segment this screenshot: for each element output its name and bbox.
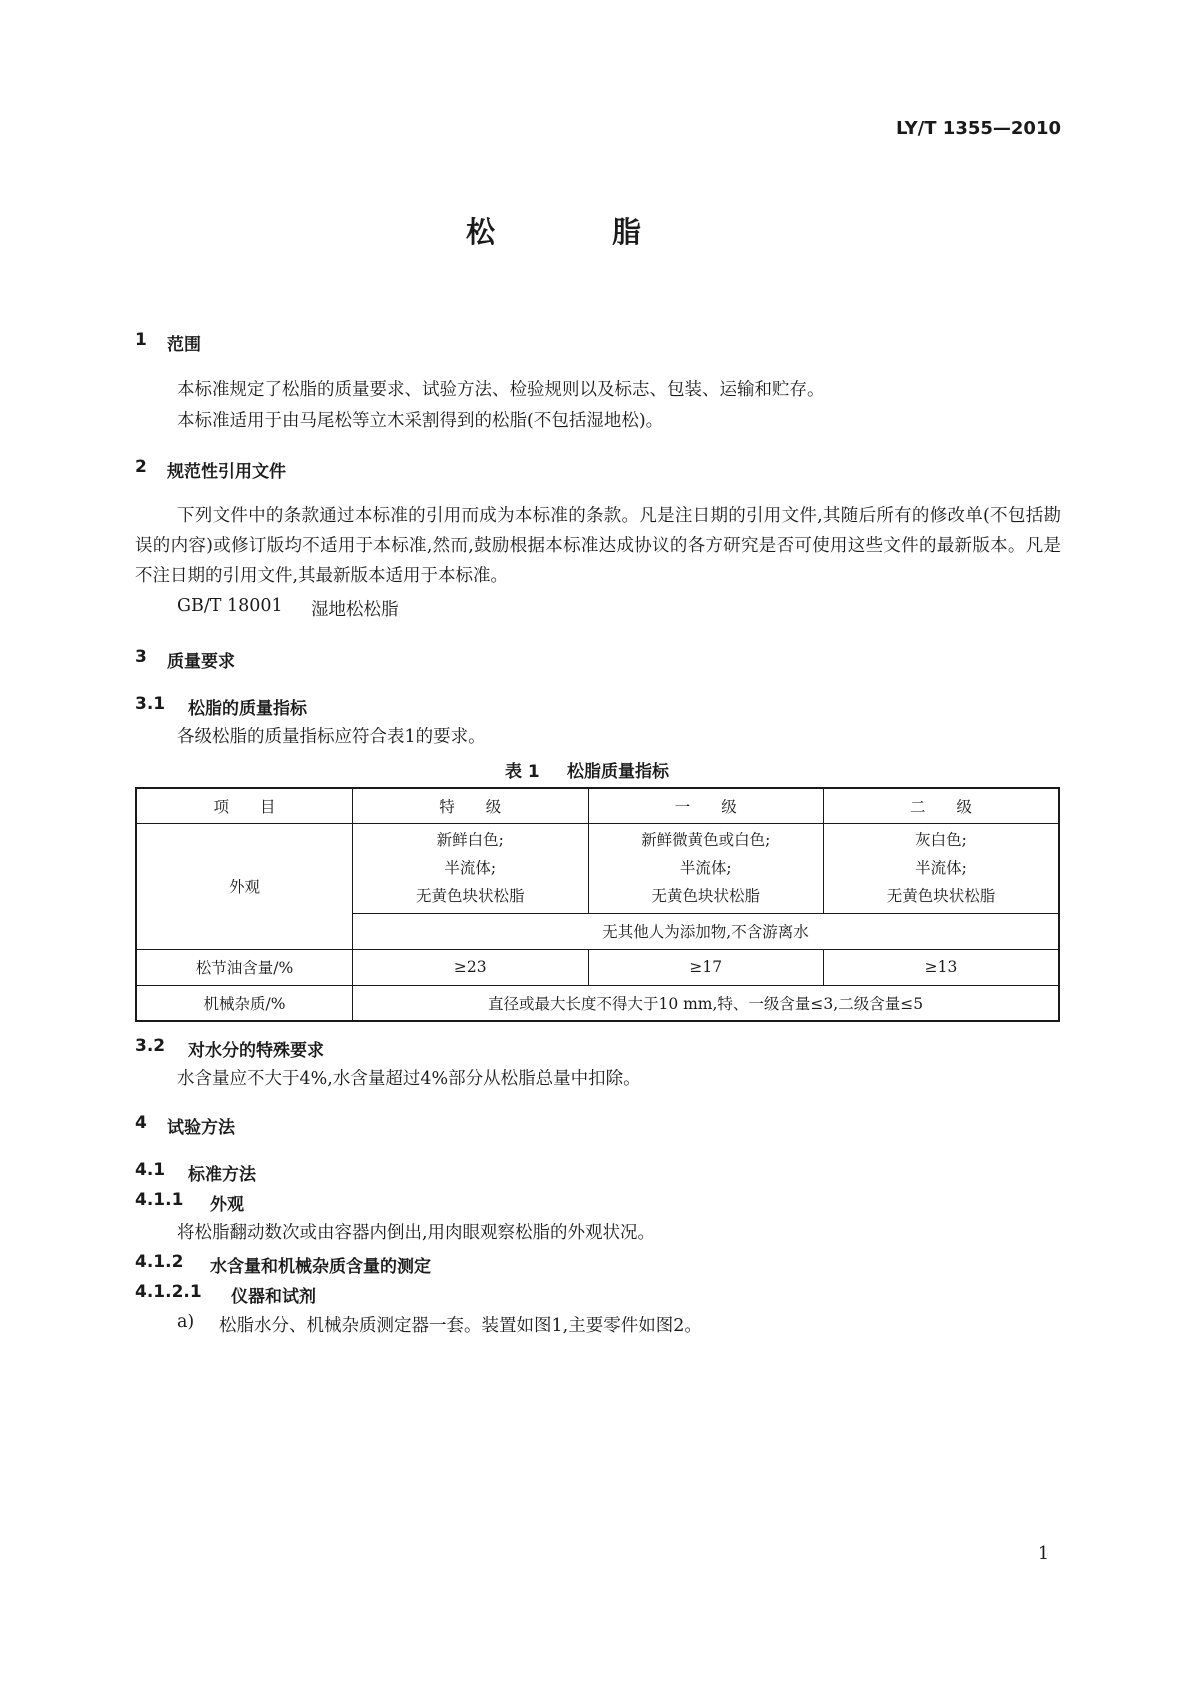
appearance-grade2-line: 半流体; (915, 859, 967, 877)
section-4-1-1-number: 4.1.1 (135, 1190, 184, 1210)
section-4-1-1-title: 外观 (210, 1195, 244, 1215)
standard-number: LY/T 1355—2010 (895, 118, 1061, 139)
section-2-number: 2 (135, 457, 147, 477)
appearance-grade1-line: 半流体; (679, 859, 732, 877)
table-header-item: 项 目 (136, 788, 353, 823)
turpentine-special: ≥23 (353, 949, 588, 985)
table-1-caption-number: 表 1 (505, 762, 540, 782)
appearance-special-line: 半流体; (444, 859, 497, 877)
section-4-1-title: 标准方法 (188, 1165, 256, 1185)
section-3-number: 3 (135, 647, 147, 667)
section-4-1-number: 4.1 (135, 1160, 166, 1180)
section-4-1-2-number: 4.1.2 (135, 1252, 184, 1272)
section-3-2-title: 对水分的特殊要求 (188, 1041, 324, 1061)
section-1-para-2: 本标准适用于由马尾松等立木采割得到的松脂(不包括湿地松)。 (177, 411, 664, 431)
appearance-grade2-line: 无黄色块状松脂 (886, 887, 996, 905)
appearance-grade1 (588, 823, 823, 913)
section-3-title: 质量要求 (167, 652, 235, 672)
section-1-title: 范围 (167, 335, 201, 355)
section-1-para-1: 本标准规定了松脂的质量要求、试验方法、检验规则以及标志、包装、运输和贮存。 (177, 380, 825, 400)
section-3-1-number: 3.1 (135, 694, 166, 714)
section-3-2-number: 3.2 (135, 1036, 166, 1056)
section-1-number: 1 (135, 330, 147, 350)
section-2-title: 规范性引用文件 (167, 462, 286, 482)
appearance-label: 外观 (136, 823, 353, 949)
section-4-number: 4 (135, 1113, 147, 1133)
section-4-1-1-text: 将松脂翻动数次或由容器内倒出,用肉眼观察松脂的外观状况。 (177, 1223, 656, 1243)
impurity-value: 直径或最大长度不得大于10 mm,特、一级含量≤3,二级含量≤5 (353, 985, 1059, 1021)
section-3-1-title: 松脂的质量指标 (188, 699, 307, 719)
section-4-1-2-title: 水含量和机械杂质含量的测定 (210, 1257, 431, 1277)
appearance-special (353, 823, 588, 913)
section-4-title: 试验方法 (167, 1118, 235, 1138)
section-3-1-text: 各级松脂的质量指标应符合表1的要求。 (177, 727, 486, 747)
appearance-grade2-line: 灰白色; (915, 831, 967, 849)
appearance-common: 无其他人为添加物,不含游离水 (353, 913, 1059, 949)
table-row-turpentine (136, 949, 1059, 985)
doc-title-char-2: 脂 (612, 215, 642, 249)
doc-title-char-1: 松 (466, 215, 496, 249)
section-2-para: 下列文件中的条款通过本标准的引用而成为本标准的条款。凡是注日期的引用文件,其随后所有的修改单(不包括勘误的内容)或修订版均不适用于本标准,然而,鼓励根据本标准达成协议的各方研究是否可使用这些文件的最新版本。凡是不注日期的引用文件,其最新版本适用于本标准。 (135, 506, 1061, 586)
ref-title: 湿地松松脂 (311, 600, 399, 620)
quality-index-table (135, 787, 1060, 1022)
ref-code: GB/T 18001 (177, 596, 283, 616)
table-row-impurity (136, 985, 1059, 1021)
item-a-text: 松脂水分、机械杂质测定器一套。装置如图1,主要零件如图2。 (219, 1316, 702, 1336)
item-a-label: a) (177, 1312, 195, 1332)
appearance-grade1-line: 新鲜微黄色或白色; (641, 831, 771, 849)
table-1-caption-title: 松脂质量指标 (567, 762, 669, 782)
table-header-special: 特 级 (353, 788, 588, 823)
turpentine-grade1: ≥17 (588, 949, 823, 985)
turpentine-grade2: ≥13 (824, 949, 1060, 985)
appearance-special-line: 无黄色块状松脂 (416, 887, 525, 905)
table-row-appearance (136, 823, 1059, 913)
section-4-1-2-1-number: 4.1.2.1 (135, 1282, 202, 1302)
table-header-grade1: 一 级 (588, 788, 823, 823)
impurity-label: 机械杂质/% (136, 985, 353, 1021)
appearance-grade1-line: 无黄色块状松脂 (651, 887, 761, 905)
table-header-row (136, 788, 1059, 823)
turpentine-label: 松节油含量/% (136, 949, 353, 985)
page-number: 1 (1037, 1544, 1049, 1564)
appearance-special-line: 新鲜白色; (436, 831, 504, 849)
section-4-1-2-1-title: 仪器和试剂 (231, 1287, 316, 1307)
table-header-grade2: 二 级 (824, 788, 1060, 823)
appearance-grade2 (824, 823, 1060, 913)
section-3-2-text: 水含量应不大于4%,水含量超过4%部分从松脂总量中扣除。 (177, 1069, 641, 1089)
